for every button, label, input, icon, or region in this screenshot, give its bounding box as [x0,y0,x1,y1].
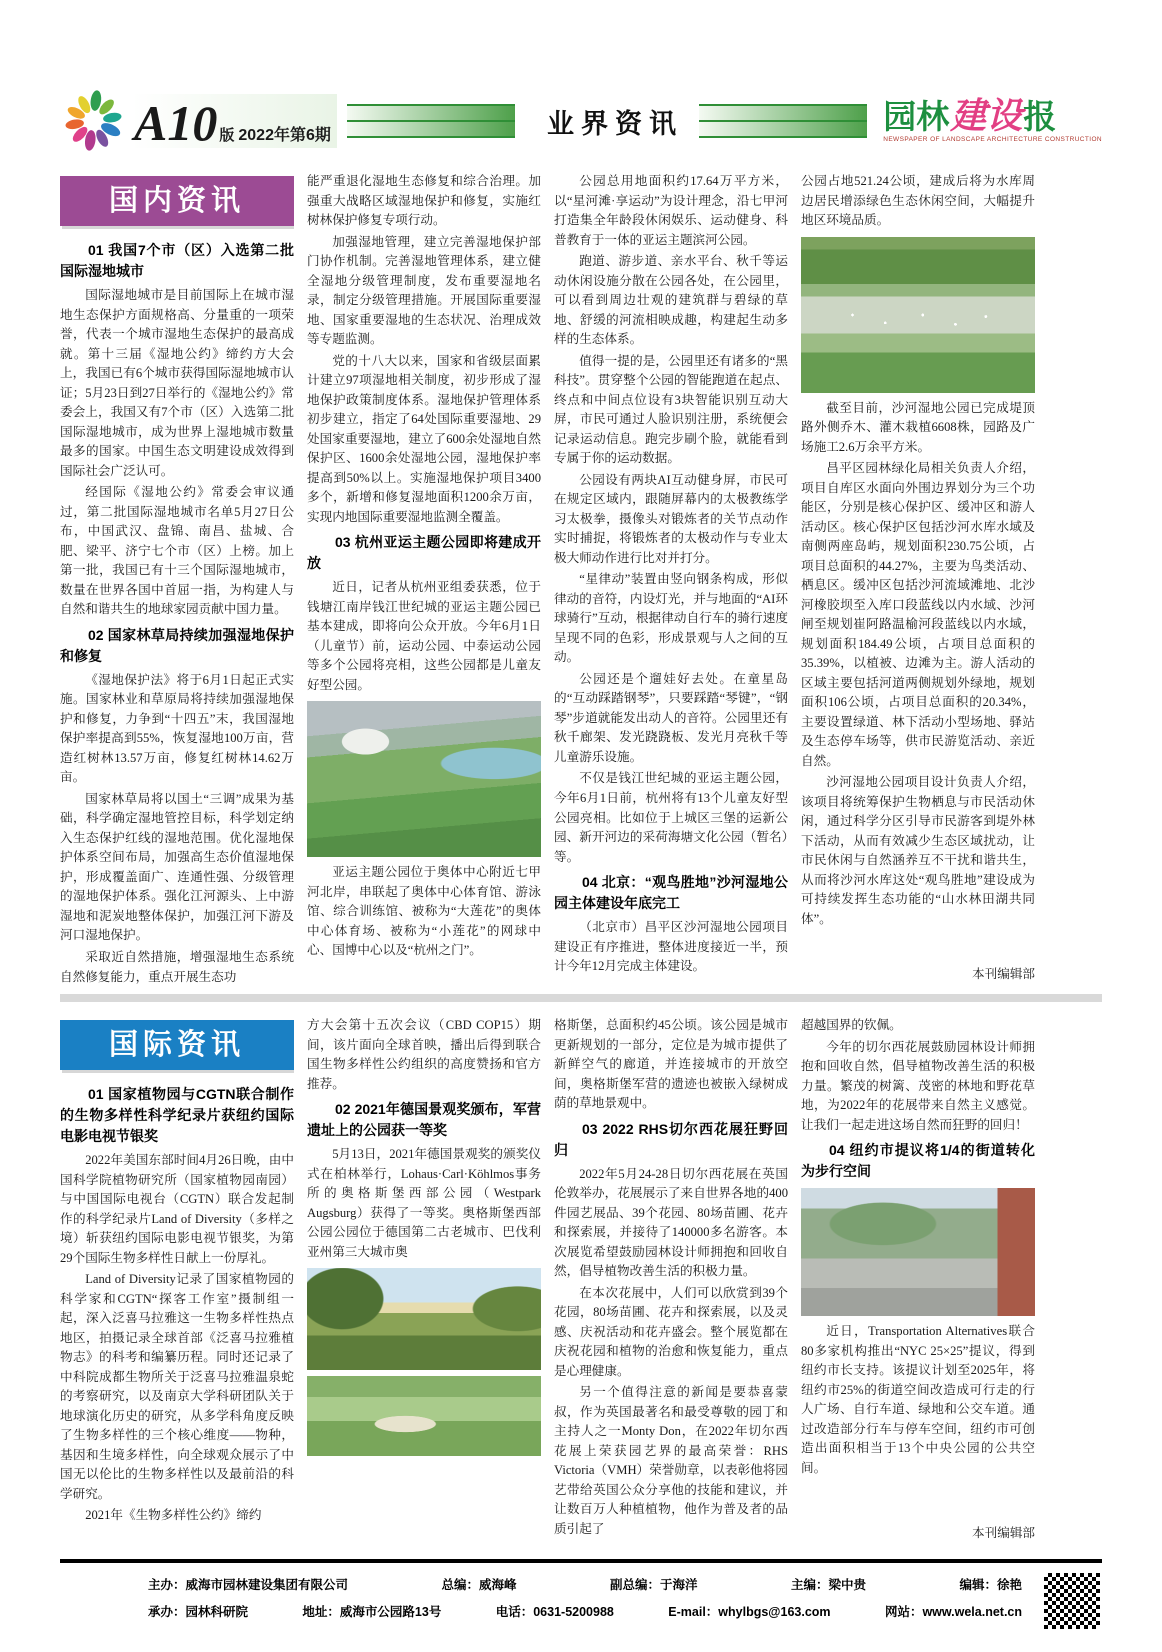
footer-item: 副总编：于海洋 [609,1578,698,1592]
photo-westpark-augsburg-aerial [307,1376,541,1456]
international-paragraph: 2022年5月24-28日切尔西花展在英国伦敦举办，花展展示了来自世界各地的400件园艺展品、39个花园、80场苗圃、花卉和探索展，并接待了140000多名游客。本次展览希望鼓励园林设计师拥抱和回收自然，倡导植物改善生活的积极力量。 [554,1166,788,1279]
page-number-suffix: 版 [219,127,235,144]
international-paragraph: 2021年《生物多样性公约》缔约 [85,1508,262,1523]
editorial-signoff: 本刊编辑部 [964,1522,1035,1541]
domestic-paragraph: 近日，记者从杭州亚组委获悉，位于钱塘江南岸钱江世纪城的亚运主题公园已基本建成，即将向公众开放。今年6月1日（儿童节）前，运动公园、中泰运动公园等多个公园将亮相，这些公园都是儿童友好型公园。 [307,580,541,692]
photo-nyc-street [801,1188,1035,1316]
page-footer [60,1559,1102,1620]
footer-item: 承办：园林科研院 [148,1605,249,1619]
newspaper-masthead [883,98,1102,144]
masthead-word-3: 报 [1023,98,1057,136]
domestic-article-heading: 02 国家林草局持续加强湿地保护和修复 [60,626,294,664]
footer-item: 编辑：徐艳 [959,1578,1022,1592]
domestic-columns [60,172,1102,984]
domestic-paragraph: 昌平区园林绿化局相关负责人介绍，项目自库区水面向外围边界划分为三个功能区，分别是核心保护区、缓冲区和游人活动区。核心保护区包括沙河水库水域及南侧两座岛屿，规划面积230.75公顷，占项目总面积的44.27%，主要为鸟类活动、栖息区。缓冲区包括沙河流域滩地、北沙河橡胶坝至入库口段蓝线以内水域、沙河闸至规划崔阿路温榆河段蓝线以内水域，规划面积184.49公顷，占项目总面积的35.39%，以植被、边滩为主。游人活动的区域主要包括河道两侧规划外绿地，规划面积106公顷，占项目总面积的20.34%，主要设置绿道、林下活动小型场地、驿站及生态停车场等，供市民游览活动、亲近自然。 [801,461,1035,768]
domestic-article-heading: 01 我国7个市（区）入选第二批国际湿地城市 [60,242,294,279]
international-article-heading: 02 2021年德国景观奖颁布，军营遗址上的公园获一等奖 [307,1101,541,1139]
domestic-column-2 [307,172,541,984]
footer-item: E-mail：whylbgs@163.com [668,1605,831,1619]
qr-code [1042,1571,1102,1631]
photo-westpark-augsburg [307,1268,541,1370]
section-label-international: 国际资讯 [60,1020,294,1070]
footer-item: 网站：www.wela.net.cn [884,1605,1022,1619]
footer-item: 主办：威海市园林建设集团有限公司 [148,1578,349,1592]
domestic-column-4 [801,172,1035,984]
domestic-paragraph: 公园占地521.24公顷，建成后将为水库周边居民增添绿色生态休闲空间，大幅提升地区环境品质。 [801,174,1035,228]
footer-item: 电话：0631-5200988 [495,1605,614,1619]
footer-row-1 [148,1575,1022,1593]
international-paragraph: 今年的切尔西花展鼓励园林设计师拥抱和回收自然，倡导植物改善生活的积极力量。繁茂的树篱、茂密的林地和野花草地，为2022年的花展带来自然主义感觉。让我们一起走进这场自然而狂野的回归！ [801,1039,1035,1132]
international-paragraph: Land of Diversity记录了国家植物园的科学家和CGTN“探客工作室”摄制组一起，深入泛喜马拉雅这一生物多样性热点地区，拍摄记录全球首部《泛喜马拉雅植物志》的科考和编纂历程。同时还记录了中科院成都生物所关于泛喜马拉雅温泉蛇的考察研究，以及南京大学科研团队关于地球演化历史的研究，从多学科角度反映了生物多样性的三个核心维度——物种，基因和生境多样性，向全球观众展示了中国无以伦比的生物多样性以及最前沿的科学研究。 [60,1272,294,1501]
domestic-paragraph: 公园总用地面积约17.64万平方米，以“星河滩·享运动”为设计理念，沿七甲河打造集全年龄段休闲娱乐、运动健身、科普教育于一体的亚运主题滨河公园。 [554,174,788,247]
editorial-signoff: 本刊编辑部 [964,963,1035,982]
header-green-bar-right [699,104,867,138]
domestic-paragraph: 经国际《湿地公约》常委会审议通过，第二批国际湿地城市名单5月27日公布，中国武汉、盘锦、南昌、盐城、合肥、梁平、济宁七个市（区）上榜。加上第一批，我国已有十三个国际湿地城市，数量在世界各国中首屈一指，为构建人与自然和谐共生的地球家园贡献中国力量。 [60,485,294,617]
international-paragraph: 2022年美国东部时间4月26日晚，由中国科学院植物研究所（国家植物园南园）与中国国际电视台（CGTN）联合发起制作的科学纪录片Land of Diversity（多样之境）斩获纽约国际电影电视节银奖，为第29个国际生物多样性日献上一份厚礼。 [60,1153,294,1265]
domestic-paragraph: 沙河湿地公园项目设计负责人介绍，该项目将统筹保护生物栖息与市民活动休闲，通过科学分区引导市民游客到堤外林下活动，从而有效减少生态区域扰动，让市民休闲与自然涵养互不干扰和谐共生，从而将沙河水库这处“观鸟胜地”建设成为可持续发挥生态功能的“山水林田湖共同体”。 [801,775,1035,926]
domestic-paragraph: 能严重退化湿地生态修复和综合治理。加强重大战略区域湿地保护和修复，实施红树林保护修复专项行动。 [307,174,541,228]
domestic-paragraph: 值得一提的是，公园里还有诸多的“黑科技”。贯穿整个公园的智能跑道在起点、终点和中间点位设有3块智能识别互动大屏，市民可通过人脸识别注册，系统便会记录运动信息。跑完步刷个脸，就能看到专属于你的运动数据。 [554,353,788,466]
domestic-paragraph: 国家林草局将以国土“三调”成果为基础，科学确定湿地管控目标，科学划定纳入生态保护红线的湿地范围。优化湿地保护体系空间布局，加强高生态价值湿地保护，形成覆盖面广、连通性强、分级管理的湿地保护体系。强化江河源头、上中游湿地和泥炭地整体保护，加强江河下游及河口湿地保护。 [60,791,294,943]
international-column-4 [801,1016,1035,1543]
international-column-3 [554,1016,788,1543]
footer-item: 地址：威海市公园路13号 [302,1605,442,1619]
international-paragraph: 在本次花展中，人们可以欣赏到39个花园，80场苗圃、花卉和探索展，以及灵感、庆祝活动和花卉盛会。整个展览都在庆祝花园和植物的治愈和恢复能力，重点是心理健康。 [554,1285,788,1378]
domestic-paragraph: 跑道、游步道、亲水平台、秋千等运动休闲设施分散在公园各处，在公园里，可以看到周边壮观的建筑群与碧绿的草地、舒缓的河流相映成趣，构建起生动多样的生态体系。 [554,254,788,347]
section-label-domestic: 国内资讯 [60,176,294,226]
footer-row-2 [148,1602,1022,1620]
sections [60,172,1102,1543]
international-paragraph: 近日，Transportation Alternatives联合80多家机构推出“NYC 25×25”提议，得到纽约市长支持。该提议计划至2025年，将纽约市25%的街道空间改造成可行走的行人广场、自行车道、绿地和公交车道。通过改造部分行车与停车空间，纽约市可创造出面积相当于13个中央公园的公共空间。 [801,1324,1035,1475]
photo-asian-games-park-aerial [307,701,541,857]
international-column-1 [60,1016,294,1543]
international-article-heading: 01 国家植物园与CGTN联合制作的生物多样性科学纪录片获纽约国际电影电视节银奖 [60,1086,294,1144]
international-paragraph: 5月13日，2021年德国景观奖的颁奖仪式在柏林举行，Lohaus·Carl·Köhlmos事务所的奥格斯堡西部公园（Westpark Augsburg）获得了一等奖。奥格斯堡西部公园公园位于德国第二古老城市、巴伐利亚州第三大城市奥 [307,1147,541,1259]
domestic-paragraph: 公园设有两块AI互动健身屏，市民可在规定区域内，跟随屏幕内的太极教练学习太极拳，摄像头对锻炼者的关节点动作实时捕捉，将锻炼者的太极动作与专业太极大师动作进行比对并打分。 [554,472,788,565]
page-number-block [132,94,337,151]
domestic-paragraph: 公园还是个遛娃好去处。在童星岛的“互动踩踏钢琴”，只要踩踏“琴键”，“钢琴”步道就能发出动人的音符。公园里还有秋千廊架、发光跷跷板、发光月亮秋千等儿童游乐设施。 [554,671,788,764]
page-header [60,84,1102,158]
domestic-paragraph: “星律动”装置由竖向钢条构成，形似律动的音符，内设灯光，并与地面的“AI环球骑行”互动，根据律动自行车的骑行速度呈现不同的色彩，形成景观与人之间的互动。 [554,572,788,665]
page-number: A10 [134,95,218,151]
domestic-column-3 [554,172,788,984]
masthead-word-1: 园林 [883,98,950,136]
domestic-paragraph: 党的十八大以来，国家和省级层面累计建立97项湿地相关制度，初步形成了湿地保护政策制度体系。湿地保护管理体系初步建立，指定了64处国际重要湿地、29处国家重要湿地，建立了600余处湿地自然保护区、1600余处湿地公园，湿地保护率提高到50%以上。实施湿地保护项目3400多个，新增和修复湿地面积1200余万亩，实现内地国际重要湿地监测全覆盖。 [307,353,541,524]
international-column-2 [307,1016,541,1543]
issue-label: 2022年第6期 [238,127,331,144]
domestic-article-heading: 04 北京：“观鸟胜地”沙河湿地公园主体建设年底完工 [554,874,788,912]
domestic-paragraph: 亚运主题公园位于奥体中心附近七甲河北岸，串联起了奥体中心体育馆、游泳馆、综合训练馆、被称为“大莲花”的奥体中心体育场、被称为“小莲花”的网球中心、国博中心以及“杭州之门”。 [307,865,541,958]
masthead-logo-icon [60,88,126,154]
domestic-paragraph: 《湿地保护法》将于6月1日起正式实施。国家林业和草原局将持续加强湿地保护和修复，力争到“十四五”末，我国湿地保护率提高到55%，恢复湿地100万亩，营造红树林13.57万亩，修复红树林14.62万亩。 [60,672,294,785]
header-green-bar-left [347,104,515,138]
domestic-paragraph: 截至目前，沙河湿地公园已完成堤顶路外侧乔木、灌木栽植6608株，园路及广场施工2.6万余平方米。 [801,400,1035,454]
masthead-subtitle: NEWSPAPER OF LANDSCAPE ARCHITECTURE CONSTRUCTION [883,136,1103,144]
section-domestic [60,172,1102,984]
international-paragraph: 方大会第十五次会议（CBD COP15）期间，该片面向全球首映，播出后得到联合国生物多样性公约组织的高度赞扬和官方推荐。 [307,1018,541,1091]
international-paragraph: 另一个值得注意的新闻是要恭喜蒙叔，作为英国最著名和最受尊敬的园丁和主持人之一Monty Don，在2022年切尔西花展上荣获园艺界的最高荣誉：RHS Victoria（VMH）荣誉勋章，以表彰他将园艺带给英国公众分享他的技能和建议，并让数百万人种植植物，他作为普及者的品质引起了 [554,1385,788,1536]
domestic-article-heading: 03 杭州亚运主题公园即将建成开放 [307,534,541,572]
international-article-heading: 03 2022 RHS切尔西花展狂野回归 [554,1120,788,1158]
international-columns [60,1016,1102,1543]
footer-item: 总编：威海峰 [441,1578,517,1592]
domestic-paragraph: 加强湿地管理，建立完善湿地保护部门协作机制。完善湿地管理体系，建立健全湿地分级管理制度，发布重要湿地名录，制定分级管理措施。开展国际重要湿地、国家重要湿地的生态状况、治理成效等专题监测。 [307,234,541,347]
international-paragraph: 格斯堡，总面积约45公顷。该公园是城市更新规划的一部分，定位是为城市提供了新鲜空气的廊道，并连接城市的开放空间，奥格斯堡军营的遗迹也被嵌入绿树成荫的草地景观中。 [554,1018,788,1111]
international-paragraph: 超越国界的钦佩。 [801,1018,902,1032]
domestic-column-1 [60,172,294,984]
section-divider [60,994,1102,1002]
section-international [60,1016,1102,1543]
photo-shahe-wetland-birds [801,237,1035,393]
page-section-title: 业界资讯 [547,108,684,139]
domestic-paragraph: 不仅是钱江世纪城的亚运主题公园，今年6月1日前，杭州将有13个儿童友好型公园亮相。比如位于上城区三堡的运新公园、新开河边的采荷海塘文化公园（暂名）等。 [554,771,788,864]
domestic-paragraph: （北京市）昌平区沙河湿地公园项目建设正有序推进，整体进度接近一半，预计今年12月完成主体建设。 [554,920,788,974]
domestic-paragraph: 采取近自然措施，增强湿地生态系统自然修复能力，重点开展生态功 [60,949,294,984]
footer-item: 主编：梁中贵 [790,1578,866,1592]
masthead-word-2: 建设 [950,96,1023,137]
international-article-heading: 04 纽约市提议将1/4的街道转化为步行空间 [801,1142,1035,1180]
domestic-paragraph: 国际湿地城市是目前国际上在城市湿地生态保护方面规格高、分量重的一项荣誉，代表一个城市湿地生态保护的最高成就。第十三届《湿地公约》缔约方大会上，我国已有6个城市获得国际湿地城市认证；5月23日到27日举行的《湿地公约》常委会上，我国又有7个市（区）入选第二批国际湿地城市，成为世界上湿地城市数量最多的国家。中国生态文明建设成效得到国际社会广泛认可。 [60,288,294,478]
